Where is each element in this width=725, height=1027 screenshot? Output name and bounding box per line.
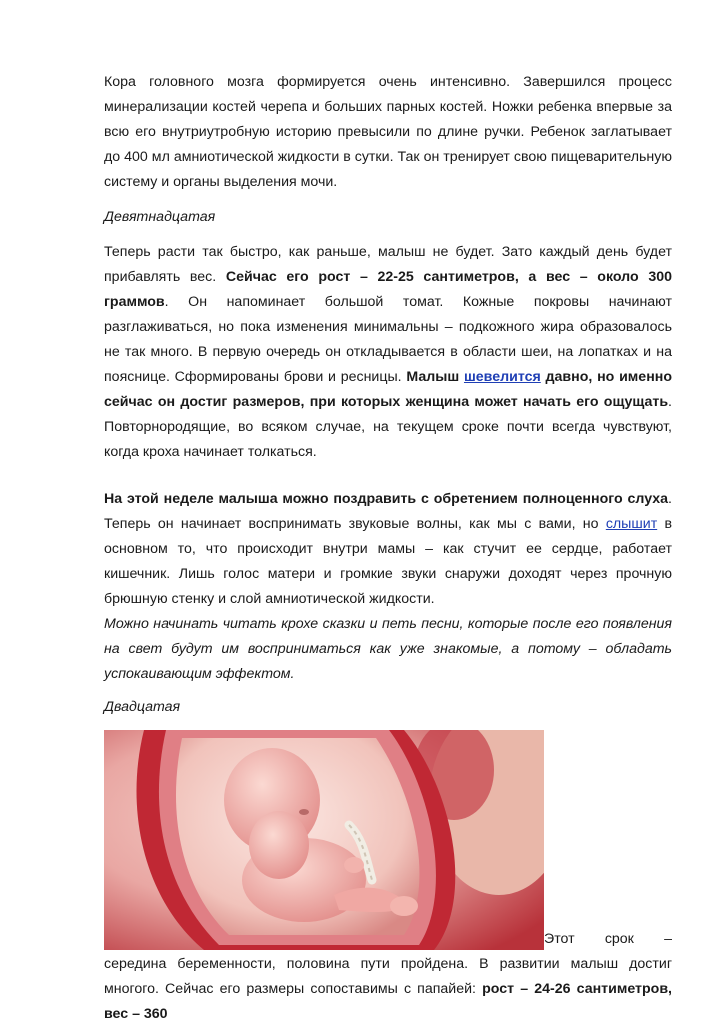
paragraph-week-19	[104, 240, 672, 465]
heading-week-20: Двадцатая	[104, 699, 181, 715]
fetus-illustration-icon	[104, 730, 544, 950]
paragraph-fairytales: Можно начинать читать крохе сказки и петь песни, которые после его появления на свет будут им восприниматься как уже знакомые, а потому – обладать успокаивающим эффектом.	[104, 616, 672, 682]
link-moves[interactable]: шевелится	[463, 369, 541, 385]
text-span: . Он напоминает большой томат. Кожные покровы начинают разглаживаться, но пока изменения минимальны – подкожного жира образовалось не так много. В первую очередь он откладывается в области шеи, на лопатках и на пояснице. Сформированы брови и ресницы.	[104, 294, 672, 385]
text-span: середина беременности, половина пути пройдена. В развитии малыш достиг многого. Сейчас его размеры сопоставимы с папайей:	[104, 956, 672, 997]
bold-size-weight-20: рост – 24-26 сантиметров, вес – 360	[104, 981, 672, 1022]
paragraph-hearing	[104, 487, 672, 612]
caption-words	[544, 927, 672, 952]
text-span: . Повторнородящие, во всяком случае, на текущем сроке почти всегда чувствуют, когда кроха начинает толкаться.	[104, 394, 672, 460]
text-span: Теперь расти так быстро, как раньше, малыш не будет. Зато каждый день будет прибавлять вес.	[104, 244, 672, 285]
caption-word: –	[664, 931, 672, 947]
heading-week-19: Девятнадцатая	[104, 209, 216, 225]
document-page	[104, 70, 672, 1027]
caption-word: Этот	[544, 931, 575, 947]
paragraph-week-20	[104, 952, 672, 1027]
bold-span: давно, но именно сейчас он достиг размеров, при которых женщина может начать его ощущать	[104, 369, 672, 410]
paragraph-cortex: Кора головного мозга формируется очень интенсивно. Завершился процесс минерализации костей черепа и больших парных костей. Ножки ребенка впервые за всю его внутриутробную историю превысили по длине ручки. Ребенок заглатывает до 400 мл амниотической жидкости в сутки. Так он тренирует свою пищеварительную систему и органы выделения мочи.	[104, 74, 672, 190]
bold-span: Малыш	[406, 369, 464, 385]
text-span: в основном то, что происходит внутри мамы – как стучит ее сердце, работает кишечник. Лишь голос матери и громкие звуки снаружи доходят через прочную брюшную стенку и слой амниотической жидкости.	[104, 516, 673, 607]
caption-word: срок	[604, 931, 634, 947]
text-span: . Теперь он начинает воспринимать звуковые волны, как мы с вами, но	[104, 491, 672, 532]
bold-hearing: На этой неделе малыша можно поздравить с обретением полноценного слуха	[104, 491, 669, 507]
link-hears[interactable]: слышит	[605, 516, 658, 532]
bold-size-weight: Сейчас его рост – 22-25 сантиметров, а вес – около 300 граммов	[104, 269, 672, 310]
figure-row	[104, 730, 672, 952]
